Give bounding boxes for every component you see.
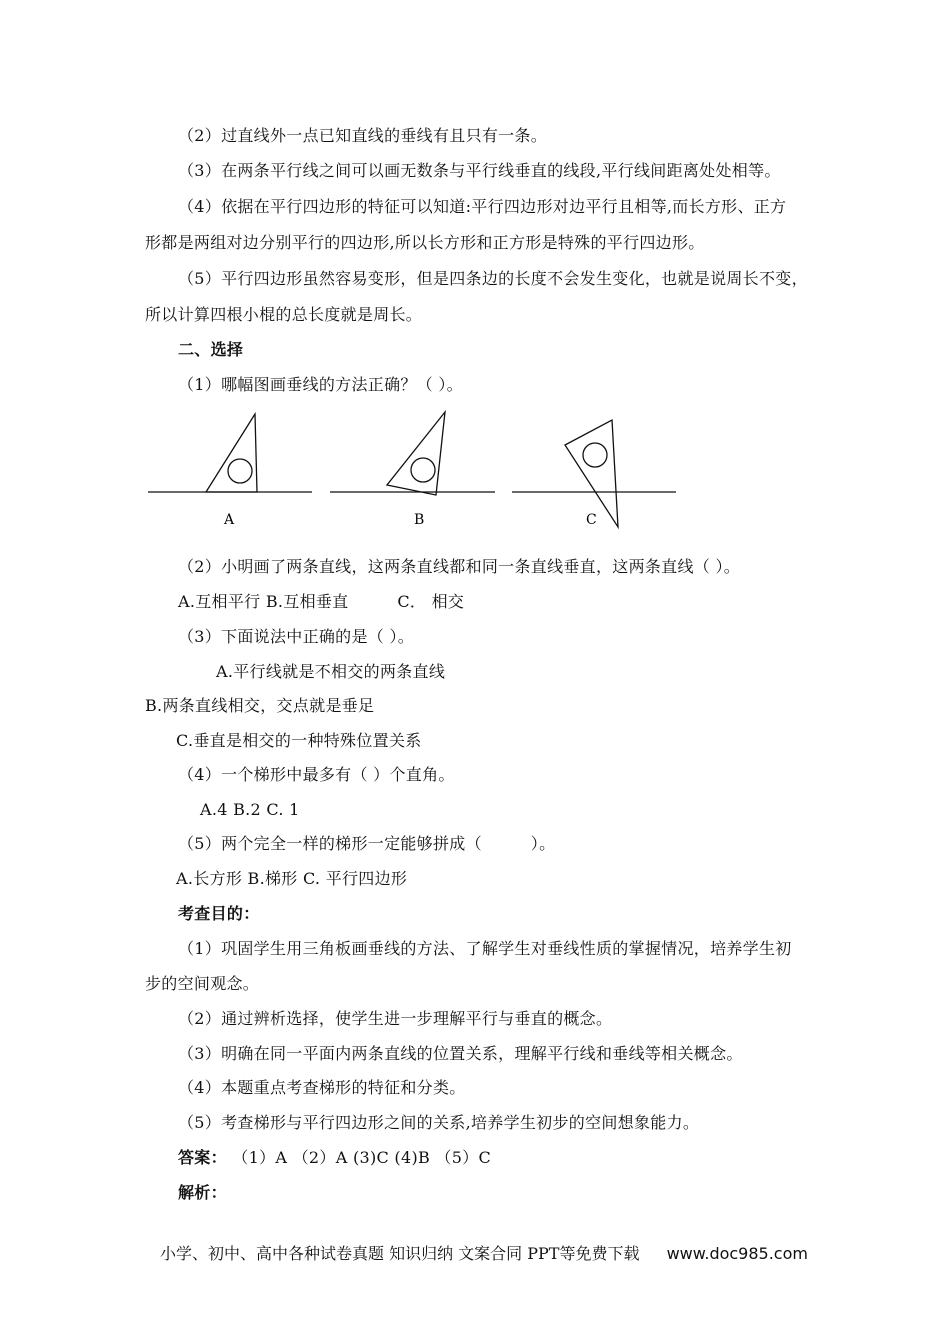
figure-c-circle — [583, 443, 607, 467]
question-4: （4）一个梯形中最多有（ ）个直角。 — [178, 765, 455, 784]
figure-label-a: A — [224, 512, 235, 528]
figure-b-circle — [411, 458, 435, 482]
figure-label-c: C — [586, 512, 597, 528]
purpose-1-line1: （1）巩固学生用三角板画垂线的方法、了解学生对垂线性质的掌握情况，培养学生初 — [178, 939, 792, 958]
question-3-option-c: C.垂直是相交的一种特殊位置关系 — [176, 731, 422, 750]
purpose-1-line2: 步的空间观念。 — [145, 974, 260, 993]
purpose-2: （2）通过辨析选择，使学生进一步理解平行与垂直的概念。 — [178, 1009, 613, 1028]
question-3-option-a: A.平行线就是不相交的两条直线 — [216, 662, 446, 681]
statement-4-line1: （4）依据在平行四边形的特征可以知道:平行四边形对边平行且相等,而长方形、正方 — [178, 197, 787, 216]
statement-5-line1: （5）平行四边形虽然容易变形，但是四条边的长度不会发生变化，也就是说周长不变， — [178, 269, 808, 288]
statement-5-line2: 所以计算四根小棍的总长度就是周长。 — [145, 305, 423, 324]
question-3-option-b: B.两条直线相交，交点就是垂足 — [145, 696, 375, 715]
answer-label: 答案： — [178, 1148, 227, 1167]
perpendicular-figures — [140, 400, 700, 535]
question-5: （5）两个完全一样的梯形一定能够拼成（ ）。 — [178, 834, 556, 853]
section-heading-choice: 二、选择 — [178, 340, 244, 359]
purpose-4: （4）本题重点考查梯形的特征和分类。 — [178, 1078, 466, 1097]
figure-a-circle — [228, 459, 252, 483]
footer-text: 小学、初中、高中各种试卷真题 知识归纳 文案合同 PPT等免费下载 — [160, 1244, 640, 1263]
question-5-options: A.长方形 B.梯形 C. 平行四边形 — [176, 869, 408, 888]
purpose-3: （3）明确在同一平面内两条直线的位置关系，理解平行线和垂线等相关概念。 — [178, 1044, 743, 1063]
answer-text: （1）A （2）A (3)C (4)B （5）C — [232, 1148, 492, 1167]
figure-label-b: B — [414, 512, 425, 528]
analysis-label: 解析： — [178, 1183, 227, 1202]
answer-line — [178, 1148, 491, 1168]
question-1: （1）哪幅图画垂线的方法正确？（ ）。 — [178, 375, 463, 394]
statement-2: （2）过直线外一点已知直线的垂线有且只有一条。 — [178, 126, 548, 145]
question-2-options: A.互相平行 B.互相垂直 C． 相交 — [178, 592, 465, 611]
page-footer — [160, 1243, 808, 1265]
purpose-5: （5）考查梯形与平行四边形之间的关系,培养学生初步的空间想象能力。 — [178, 1113, 700, 1132]
statement-4-line2: 形都是两组对边分别平行的四边形,所以长方形和正方形是特殊的平行四边形。 — [145, 233, 705, 252]
footer-url[interactable]: www.doc985.com — [666, 1244, 808, 1263]
figure-c-triangle — [565, 420, 618, 527]
purpose-heading: 考查目的： — [178, 904, 260, 923]
statement-3: （3）在两条平行线之间可以画无数条与平行线垂直的线段,平行线间距离处处相等。 — [178, 161, 781, 180]
question-2: （2）小明画了两条直线，这两条直线都和同一条直线垂直，这两条直线（ ）。 — [178, 557, 741, 576]
question-4-options: A.4 B.2 C. 1 — [200, 800, 300, 819]
question-3: （3）下面说法中正确的是（ ）。 — [178, 627, 415, 646]
figure-b-triangle — [387, 412, 445, 495]
